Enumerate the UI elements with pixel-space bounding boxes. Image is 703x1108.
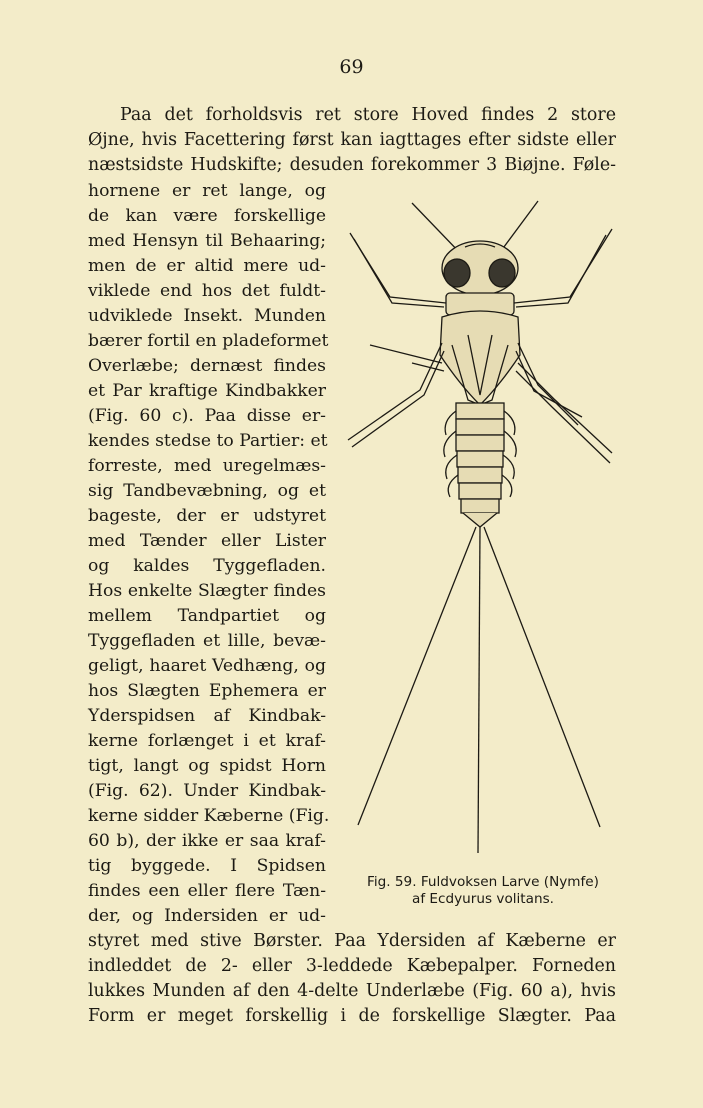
- text-line: bærer fortil en pladeformet: [88, 331, 329, 351]
- text-line: Øjne, hvis Facettering først kan iagttages efter sidste eller: [88, 130, 616, 150]
- text-line: Hos enkelte Slægter findes: [88, 581, 326, 601]
- text-line: viklede end hos det fuldt-: [88, 281, 326, 301]
- page-number: 69: [339, 56, 364, 78]
- text-line: styret med stive Børster. Paa Ydersiden af Kæberne er: [88, 931, 616, 951]
- text-line: hos Slægten Ephemera er: [88, 681, 326, 701]
- text-line: Yderspidsen af Kindbak-: [88, 706, 326, 726]
- text-line: Tyggefladen et lille, bevæ-: [88, 631, 326, 651]
- top-paragraph: [88, 103, 616, 178]
- text-line: med Hensyn til Behaaring;: [88, 231, 326, 251]
- text-line: de kan være forskellige: [88, 206, 326, 226]
- text-line: 60 b), der ikke er saa kraf-: [88, 831, 326, 851]
- text-line: med Tænder eller Lister: [88, 531, 326, 551]
- text-line: findes een eller flere Tæn-: [88, 881, 326, 901]
- text-line: udviklede Insekt. Munden: [88, 306, 326, 326]
- figure-59: [330, 185, 630, 885]
- mayfly-nymph-icon: [330, 185, 630, 865]
- text-line: sig Tandbevæbning, og et: [88, 481, 326, 501]
- text-line: (Fig. 62). Under Kindbak-: [88, 781, 326, 801]
- bottom-paragraph: [88, 929, 616, 1029]
- text-line: hornene er ret lange, og: [88, 181, 326, 201]
- text-line: et Par kraftige Kindbakker: [88, 381, 326, 401]
- text-line: (Fig. 60 c). Paa disse er-: [88, 406, 326, 426]
- caption-line: Fig. 59. Fuldvoksen Larve (Nymfe): [367, 874, 599, 890]
- text-line: næstsidste Hudskifte; desuden forekommer 3 Biøjne. Føle-: [88, 155, 616, 175]
- text-line: men de er altid mere ud-: [88, 256, 326, 276]
- text-line: mellem Tandpartiet og: [88, 606, 326, 626]
- text-line: kerne forlænget i et kraf-: [88, 731, 326, 751]
- text-line: og kaldes Tyggefladen.: [88, 556, 326, 576]
- text-line: indleddet de 2- eller 3-leddede Kæbepalper. Forneden: [88, 956, 616, 976]
- text-line: forreste, med uregelmæs-: [88, 456, 326, 476]
- text-line: kerne sidder Kæberne (Fig.: [88, 806, 330, 826]
- narrow-text-column: [88, 179, 330, 929]
- text-line: Overlæbe; dernæst findes: [88, 356, 326, 376]
- caption-line: af Ecdyurus volitans.: [412, 891, 554, 907]
- text-line: lukkes Munden af den 4-delte Underlæbe (Fig. 60 a), hvis: [88, 981, 616, 1001]
- text-line: Form er meget forskellig i de forskellige Slægter. Paa: [88, 1006, 616, 1026]
- text-line: Paa det forholdsvis ret store Hoved findes 2 store: [120, 105, 616, 125]
- text-line: der, og Indersiden er ud-: [88, 906, 326, 926]
- text-line: geligt, haaret Vedhæng, og: [88, 656, 326, 676]
- text-line: tig byggede. I Spidsen: [88, 856, 326, 876]
- text-line: kendes stedse to Partier: et: [88, 431, 328, 451]
- text-line: tigt, langt og spidst Horn: [88, 756, 326, 776]
- text-line: bageste, der er udstyret: [88, 506, 326, 526]
- figure-caption: [338, 874, 628, 908]
